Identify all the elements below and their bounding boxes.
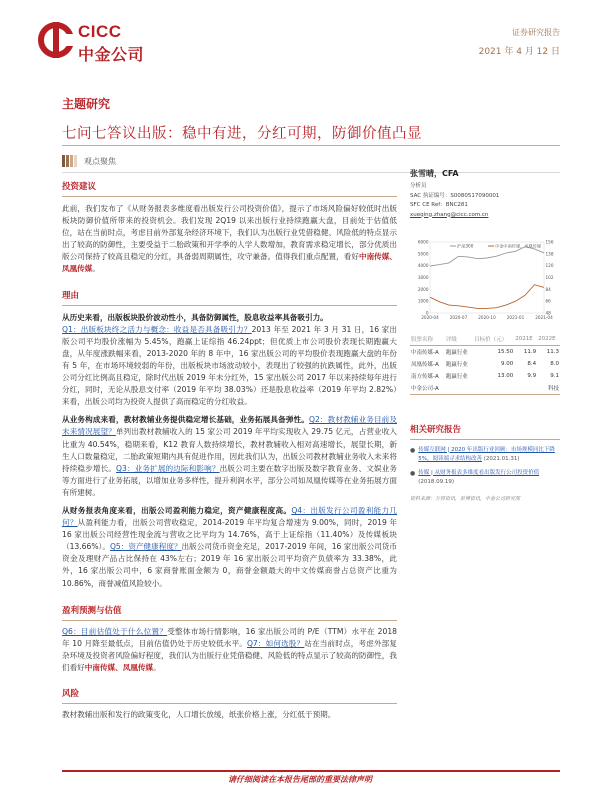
chart-right-tick-label: 48: [545, 310, 551, 316]
related-report-date: (2021.01.31): [483, 455, 520, 462]
section-head-risk: 风险: [62, 688, 80, 699]
table-cell: [514, 382, 537, 395]
reason-p1-head: 从历史来看，出版板块股价波动性小，具备防御属性，股息收益率具备吸引力。: [62, 312, 328, 322]
invest-paragraph: [62, 203, 397, 276]
section-divider: [410, 439, 560, 440]
question-link-q1[interactable]: Q1：出版板块终之活力与概念：收益是否具备吸引力？: [62, 324, 252, 334]
analyst-sac: SAC 执证编号：S0080517090001: [410, 192, 500, 199]
chart-x-tick-label: 2021-04: [535, 315, 553, 320]
table-cell: [445, 382, 473, 395]
chart-right-tick-label: 120: [545, 263, 554, 269]
analyst-email[interactable]: xueqing.zhang@cicc.com.cn: [410, 211, 489, 218]
report-date: 2021 年 4 月 12 日: [478, 47, 560, 57]
invest-body: 此前，我们发布了《从财务报表多维度看出版发行公司投资价值》，提示了市场风险偏好较低时出版板块防御价值所带来的投资机会。我们发现 2Q19 以来出版行业持续跑赢大盘，目前处于估值低位，站在当前时点，考虑目前外部复杂经济环境下，我们认为出版行业凭借稳健、风险低的特点显示出了较高的防御性，主要受益于二胎政策和开学季的人学人数增加，教育需求稳定增长，部分优质出版公司保持了较高且稳定的分红，具备弱周期属性，攻守兼备。值得我们重点配置，看好: [62, 203, 397, 261]
chart-left-tick-label: 3000: [417, 275, 429, 280]
related-report-link[interactable]: 传媒互联网 | 2020 年出版行业回顾：市场规模同比下降 5%，阅读端寻求结构改善: [418, 446, 555, 462]
table-cell: 11.9: [523, 349, 537, 355]
table-cell: 9.00: [500, 361, 514, 367]
section-divider: [62, 620, 397, 621]
reason-p1-body: 2013 年至 2021 年 3 月 31 日，16 家出版公司平均股价涨幅为 5.45%，跑赢上证综指 46.24ppt；但优质上市公司股价表现长期跑赢大盘，从年度涨跌幅来看，2013-2020 年的 8 年中，16 家出版公司的平均股价表现跑赢大盘的年份有 5 年，在市场环境较弱的年份，出版板块市场波动较小，表现出了较强的抗跌属性，此外，出版公司分红比例高且稳定，除时代出版 2019 年未分红外，15 家出版公司 2017 年以来持续每年进行分红，同时，无论从股息支付率（2019 年平均 38.03%）还是股息收益率（2019 年平均 2.82%）来看，出版公司均为投资人提供了高而稳定的分红收益。: [62, 324, 397, 407]
page-title: 七问七答议出版：稳中有进，分红可期，防御价值凸显: [62, 126, 422, 142]
logo-text-cn: 中金公司: [78, 45, 145, 64]
analyst-name: 张雪晴，CFA: [410, 169, 459, 178]
related-report-link[interactable]: 传媒 | 从财务报表多维度看出版发行公司投资价值: [418, 469, 540, 476]
bullet-icon: ●: [410, 469, 416, 477]
chart-left-tick-label: 4000: [417, 263, 429, 269]
section-head-valuation: 盈利预测与估值: [62, 605, 122, 616]
reason-p3-head: 从财务报表角度来看，出版公司盈利能力稳定，资产健康程度高。: [62, 505, 292, 515]
table-cell: 中金公司-A: [410, 382, 445, 395]
chart-x-tick-label: 2021-01: [506, 315, 525, 320]
question-link-q2[interactable]: Q2：教材教辅业务目前及未来情况展望？: [62, 415, 397, 437]
cicc-logo-mark-icon: [38, 20, 74, 60]
tag-stripe: [66, 155, 69, 167]
legal-notice: 请仔细阅读在本报告尾部的重要法律声明: [228, 775, 372, 784]
table-cell: 13.00: [497, 373, 514, 379]
table-cell: [473, 382, 514, 395]
related-report-item[interactable]: [410, 469, 560, 487]
table-header: 股票名称: [410, 333, 445, 346]
chart-right-tick-label: 156: [545, 239, 554, 245]
valuation-picks: 中南传媒、凤凰传媒: [84, 663, 154, 673]
table-cell: 跑赢行业: [445, 350, 468, 356]
question-link-q5[interactable]: Q5：资产健康程度？: [109, 542, 182, 552]
chart-series-line: [430, 285, 544, 309]
valuation-end: 。: [153, 663, 161, 673]
table-cell: 科技: [537, 382, 560, 395]
title-divider: [62, 145, 560, 146]
page-topic: 主题研究: [62, 97, 111, 111]
chart-left-tick-label: 5000: [417, 251, 429, 257]
reason-p3-body2: 出版公司货币资金充足，2017-2019 年间，16 家出版公司货币资金及理财产品占比保持在 43%左右；2019 年 16 家出版公司平均资产负债率为 33.38%，此外，16 家出版公司中，6 家商誉账面金额为 0，商誉金额最大的中文传媒商誉占总资产比重为 10.86%，商誉减值风险较小。: [62, 542, 397, 588]
table-cell: 南方传媒-A: [411, 374, 439, 380]
reason-paragraph-2: [62, 414, 397, 499]
reason-paragraph-3: [62, 505, 397, 590]
section-head-reason: 理由: [62, 291, 80, 302]
chart-legend-label: 中金中南传媒、凤凰传媒: [495, 243, 542, 249]
table-cell: 9.1: [550, 373, 559, 379]
tag-bar: [62, 155, 116, 167]
chart-right-tick-label: 84: [545, 286, 551, 292]
related-report-item[interactable]: [410, 446, 560, 464]
chart-left-tick-label: 6000: [417, 239, 429, 245]
logo-text-en: CICC: [78, 22, 122, 41]
analyst-role: 分析员: [410, 183, 427, 189]
tag-stripe: [74, 155, 77, 167]
report-type: 证券研究报告: [512, 28, 560, 37]
table-row: [410, 358, 560, 370]
valuation-paragraph: [62, 626, 397, 674]
rating-table: [410, 333, 560, 395]
table-header: 2021E: [514, 333, 537, 346]
price-chart-svg: [410, 232, 560, 327]
chart-plot-frame: [430, 242, 544, 313]
valuation-body1: 受整体市场行情影响，16 家出版公司的 P/E（TTM）水平在 2018 年 10 月降至最低点，目前估值仍处于历史较低水平。: [62, 627, 398, 649]
reason-p2-body1: 单列出教材教辅收入的 15 家公司 2019 年平均实现收入 29.75 亿元，占营业收入比重为 40.54%，稳期来看，K12 教育人数持续增长，教材教辅收入相对高速增长，展望长期，新生人口数量稳定，二胎政策短期内具有促进作用，因此我们认为，出版公司教材教辅业务收入未来将持续稳步增长。: [62, 427, 397, 473]
tag-stripe: [70, 155, 73, 167]
section-head-invest: 投资建议: [62, 182, 97, 192]
data-source-note: 资料来源：万得资讯，彭博资讯，中金公司研究部: [410, 495, 521, 502]
question-link-q6[interactable]: Q6：目前估值处于什么位置？: [62, 627, 168, 637]
invest-picks: 中南传媒、凤凰传媒: [62, 251, 398, 273]
table-cell: 9.9: [527, 373, 537, 379]
chart-right-tick-label: 102: [545, 275, 554, 280]
bullet-icon: ●: [410, 446, 416, 454]
table-row: [410, 382, 560, 395]
table-cell: 11.3: [546, 349, 559, 355]
chart-right-tick-label: 66: [545, 298, 551, 304]
table-cell: 跑赢行业: [445, 362, 468, 368]
reason-p3-body1: 从盈利能力看，出版公司营收稳定，2014-2019 年平均复合增速为 9.00%，同时，2019 年 16 家出版公司经营性现金流与营收之比平均为 14.76%，高于上证综指（11.40%）及传媒板块（13.66%）。: [62, 518, 398, 552]
related-report-date: (2018.09.19): [418, 478, 455, 485]
table-cell: 中南传媒-A: [411, 350, 439, 356]
chart-series-line: [430, 247, 544, 266]
chart-left-tick-label: 2000: [417, 286, 429, 292]
table-header: 目标价（元）: [473, 333, 514, 346]
section-divider: [62, 196, 397, 197]
chart-left-tick-label: 0: [425, 310, 429, 316]
chart-left-tick-label: 1000: [417, 298, 429, 304]
table-cell: 8.4: [527, 361, 537, 367]
reason-p2-head: 从业务构成来看，教材教辅业务提供稳定增长基础，业务拓展具备弹性。: [62, 415, 309, 425]
cicc-logo: [38, 20, 188, 66]
chart-x-tick-label: 2020-07: [449, 315, 468, 320]
section-divider: [62, 703, 397, 704]
table-row: [410, 346, 560, 359]
related-reports-title: 相关研究报告: [410, 425, 462, 435]
table-header-row: [410, 333, 560, 346]
invest-end: 。: [92, 263, 100, 273]
chart-x-tick-label: 2020-10: [478, 315, 496, 320]
analyst-sfc: SFC CE Ref：BNC281: [410, 202, 468, 208]
tag-label: 观点聚焦: [84, 156, 116, 166]
footer-divider: [62, 770, 560, 772]
table-row: [410, 370, 560, 382]
question-link-q7[interactable]: Q7：如何选股？: [246, 639, 305, 649]
main-column: [62, 180, 397, 721]
table-header: 2022E: [537, 333, 560, 346]
reason-paragraph-1: [62, 312, 397, 409]
section-divider: [62, 305, 397, 306]
table-cell: 跑赢行业: [445, 374, 468, 380]
question-link-q4[interactable]: Q4：出版发行公司盈利能力几何？: [62, 505, 398, 528]
reason-p2-body2: 出版公司主要在数字出版及数字教育业务、文娱业务等方面进行了业务拓展，以增加业务多样性，提升利润水平，部分公司如凤凰传媒等在业务拓展方面有所建树。: [62, 463, 397, 497]
tag-stripe: [62, 155, 65, 167]
chart-legend-label: 沪深300: [457, 243, 474, 249]
table-header: 评级: [445, 333, 473, 346]
risk-paragraph: 教材教辅出版和发行的政策变化，人口增长放缓，纸张价格上涨，分红低于预期。: [62, 710, 336, 719]
table-cell: 8.0: [550, 361, 559, 367]
chart-x-tick-label: 2020-04: [421, 315, 439, 320]
table-cell: 凤凰传媒-A: [411, 362, 439, 368]
valuation-body2: 站在当前时点，考虑外部复杂环境及投资者风险偏好程度，我们认为出版行业凭借稳健、风险低的特点显示了较高的防御性，我们看好: [62, 639, 398, 673]
question-link-q3[interactable]: Q3：业务扩展的边际和影响？: [116, 463, 220, 473]
price-chart: [410, 232, 560, 327]
sidebar-column: [410, 168, 560, 502]
table-cell: 15.50: [497, 349, 514, 355]
chart-right-tick-label: 138: [545, 251, 554, 257]
